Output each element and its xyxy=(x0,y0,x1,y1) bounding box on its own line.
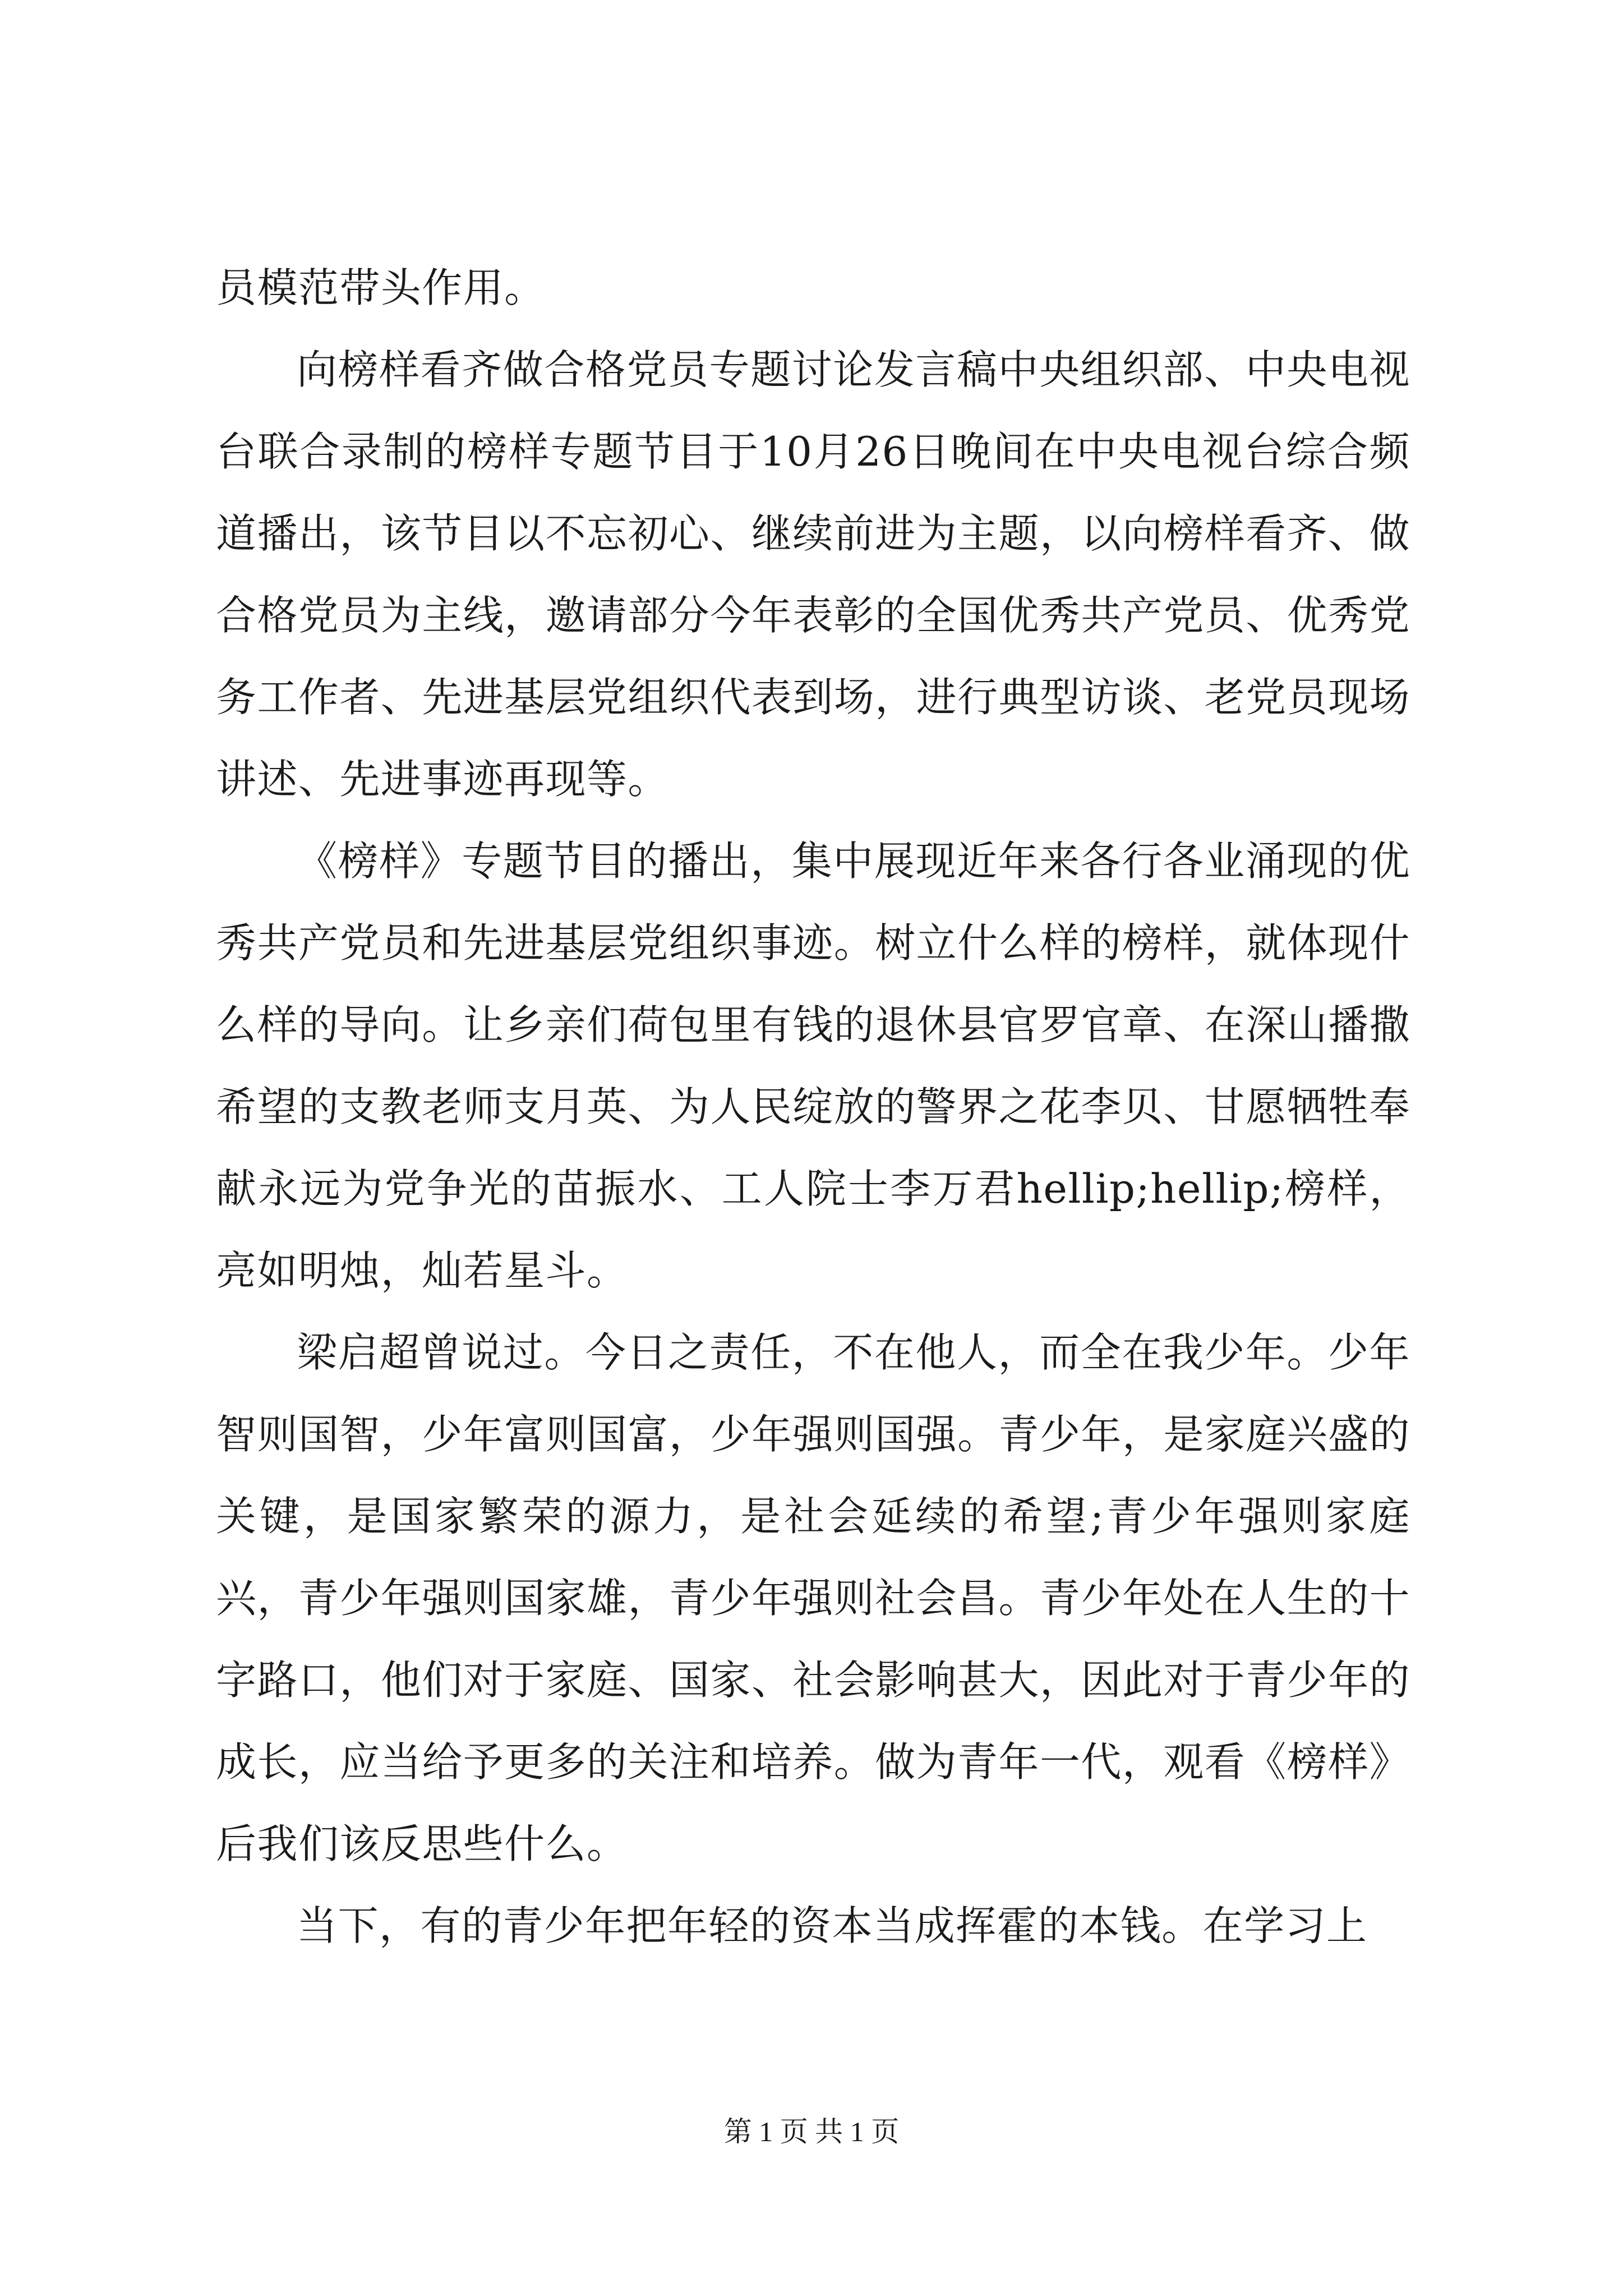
page-number-footer: 第 1 页 共 1 页 xyxy=(723,2116,900,2147)
paragraph-3: 《榜样》专题节目的播出，集中展现近年来各行各业涌现的优秀共产党员和先进基层党组织事迹。树立什么样的榜样，就体现什么样的导向。让乡亲们荷包里有钱的退休县官罗官章、在深山播撒希望的支教老师支月英、为人民绽放的警界之花李贝、甘愿牺牲奉献永远为党争光的苗振水、工人院士李万君hellip;hellip;榜样，亮如明烛，灿若星斗。 xyxy=(216,838,1410,1294)
document-body xyxy=(216,247,1410,1967)
paragraph-5: 当下，有的青少年把年轻的资本当成挥霍的本钱。在学习上 xyxy=(297,1902,1368,1949)
paragraph-2: 向榜样看齐做合格党员专题讨论发言稿中央组织部、中央电视台联合录制的榜样专题节目于10月26日晚间在中央电视台综合频道播出，该节目以不忘初心、继续前进为主题，以向榜样看齐、做合格党员为主线，邀请部分今年表彰的全国优秀共产党员、优秀党务工作者、先进基层党组织代表到场，进行典型访谈、老党员现场讲述、先进事迹再现等。 xyxy=(216,346,1410,803)
paragraph-4: 梁启超曾说过。今日之责任，不在他人，而全在我少年。少年智则国智，少年富则国富，少年强则国强。青少年，是家庭兴盛的关键，是国家繁荣的源力，是社会延续的希望;青少年强则家庭兴，青少年强则国家雄，青少年强则社会昌。青少年处在人生的十字路口，他们对于家庭、国家、社会影响甚大，因此对于青少年的成长，应当给予更多的关注和培养。做为青年一代，观看《榜样》后我们该反思些什么。 xyxy=(216,1329,1411,1867)
paragraph-1: 员模范带头作用。 xyxy=(216,264,546,311)
